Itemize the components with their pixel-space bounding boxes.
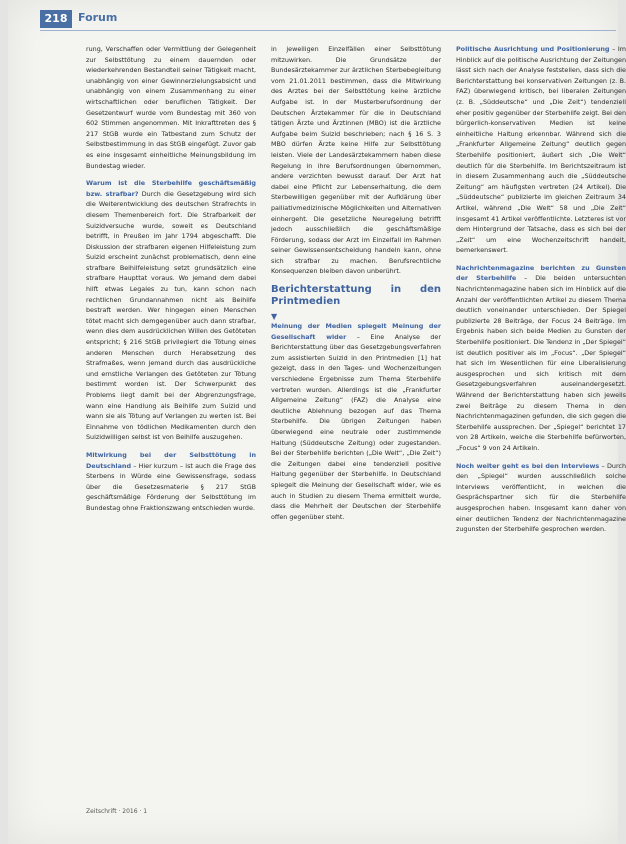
paragraph-text: – Hier kurzum – ist auch die Frage des Sterbens in Würde eine Gewissensfrage, sodass über die Gesetzesmaterie § 217 StGB geschäftsmäßige Förderung der Selbsttötung im Bundestag ohne Fraktionszwang entschieden wurde. [86,461,256,512]
paragraph-lead: Noch weiter geht es bei den Interviews [456,461,600,470]
paragraph [86,450,256,514]
document-page [8,0,626,844]
text-column-1 [86,44,256,521]
paragraph-text: – Die beiden untersuchten Nachrichtenmagazine haben sich im Hinblick auf die Anzahl der veröffentlichten Artikel zu diesem Thema deutlich voneinander unterschieden. Der Spiegel publizierte 28 Beiträge, der Focus 24 Beiträge. Im Ergebnis haben sich beide Medien zu Gunsten der Sterbehilfe positioniert. Die Tendenz in „Der Spiegel“ ist deutlich positiver als im „Focus“. „Der Spiegel“ hat sich im Wesentlichen für eine Liberalisierung ausgesprochen und sich kritisch mit dem Gesetzgebungsverfahren auseinandergesetzt. Während der Berichterstattung haben sich jeweils zwei Beiträge zu diesem Thema in den Nachrichtenmagazinen gefunden, die sich gegen die Sterbehilfe aussprechen. Der „Spiegel“ berichtet 17 von 28 Artikeln, welche die Sterbehilfe befürworten, „Focus“ 9 von 24 Artikeln. [456,274,626,452]
paragraph [456,44,626,256]
text-column-3 [456,44,626,542]
paragraph-text: – Durch den „Spiegel“ wurden ausschließlich solche Interviews veröffentlicht, in welchen die Gesprächspartner sich für die Sterbehilfe ausgesprochen haben. Insgesamt kann daher von einer deutlichen Tendenz der Nachrichtenmagazine zugunsten der Sterbehilfe gesprochen werden. [456,461,626,534]
paragraph-text: – Im Hinblick auf die politische Ausrichtung der Zeitungen lässt sich nach der Analyse feststellen, dass sich die Berichterstattung bei konservativen Zeitungen (z. B. FAZ) überwiegend kritisch, bei liberalen Zeitungen (z. B. „Süddeutsche“ und „Die Zeit“) tendenziell eher positiv gegenüber der Sterbehilfe zeigt. Bei den bürgerlich-konservativen Medien ist keine einheitliche Haltung erkennbar. Während sich die „Frankfurter Allgemeine Zeitung“ deutlich gegen Sterbehilfe positioniert, äußert sich „Die Welt“ deutlich für die Sterbehilfe. Im Berichtszeitraum ist in diesem Zusammenhang auch die „Süddeutsche Zeitung“ am häufigsten vertreten (24 Artikel). Die „Süddeutsche“ publizierte im gleichen Zeitraum 34 Artikel, während „Die Welt“ 58 und „Die Zeit“ insgesamt 41 Artikel veröffentlichte. Letzteres ist vor dem Hintergrund der Tatsache, dass es sich bei der „Zeit“ um eine Wochenzeitschrift handelt, bemerkenswert. [456,45,626,255]
paragraph-lead: Nachrichtenmagazine berichten zu Gunsten der Sterbehilfe [456,263,626,283]
triangle-marker-icon: ▼ [271,312,278,322]
paragraph-lead: Meinung der Medien spiegelt Meinung der Gesellschaft wider [271,322,441,341]
paragraph-lead: Mitwirkung bei der Selbsttötung in Deutschland [86,450,256,470]
paragraph [86,178,256,443]
paragraph [271,44,441,277]
paragraph [271,321,441,522]
paragraph [456,263,626,454]
paragraph-text: – Eine Analyse der Berichterstattung über das Gesetzgebungsverfahren zum assistierten Suizid in den Printmedien [1] hat gezeigt, dass in den Tages- und Wochenzeitungen verschiedene Ergebnisse zum Thema Sterbehilfe vertreten wurden. Allerdings ist die „Frankfurter Allgemeine Zeitung“ (FAZ) die Analyse eine deutliche Ablehnung bezogen auf das Thema Sterbehilfe. Die übrigen Zeitungen haben überwiegend eine neutrale oder zustimmende Haltung (Süddeutsche Zeitung) oder zugestanden. Bei der Sterbehilfe berichten („Die Welt“, „Die Zeit“) die Zeitungen dabei eine tendenziell positive Haltung gegenüber der Sterbehilfe. In Deutschland spiegelt die Meinung der Gesellschaft wider, wie es auch in Studien zu diesem Thema ermittelt wurde, dass die Mehrheit der Deutschen der Sterbehilfe offen gegenüber steht. [271,332,441,521]
page-footer: Zeitschrift · 2016 · 1 [86,808,148,815]
page-number: 218 [40,10,72,28]
paragraph-text: in jeweiligen Einzelfällen einer Selbsttötung mitzuwirken. Die Grundsätze der Bundesärztekammer zur ärztlichen Sterbebegleitung vom 21.01.2011 bestimmen, dass die Mitwirkung des Arztes bei der Selbsttötung keine ärztliche Aufgabe ist. In der Musterberufsordnung der Deutschen Ärztekammer für die in Deutschland tätigen Ärzte und Ärztinnen (MBO) ist die ärztliche Aufgabe beim Suizid beschrieben; nach § 16 S. 3 MBO dürfen Ärzte keine Hilfe zur Selbsttötung leisten. Viele der Landesärztekammern haben diese Regelung in ihre Berufsordnungen übernommen, andere verzichten bewusst darauf. Der Arzt hat dabei eine Pflicht zur Lebenserhaltung, die dem Sterbewilligen gegenüber mit der Aufklärung über palliativmedizinische Möglichkeiten und Alternativen einhergeht. Die gesetzliche Neuregelung betrifft jedoch ausschließlich die geschäftsmäßige Förderung, sodass der Arzt im Einzelfall im Rahmen seiner Gewissensentscheidung handeln kann, ohne sich strafbar zu machen. Berufsrechtliche Konsequenzen bleiben davon unberührt. [271,45,441,276]
section-heading: Berichterstattung in den Printmedien [271,284,441,308]
paragraph-text: Durch die Gesetzgebung wird sich die Weiterentwicklung des deutschen Strafrechts in diesem Themenbereich fort. Die Strafbarkeit der Suizidversuche wurde, soweit es Deutschland betrifft, in Preußen im Jahr 1794 abgeschafft. Die Diskussion der strafbaren eigenen Hilfeleistung zum Suizid erscheint zunächst problematisch, denn eine strafbare Beihilfeleistung setzt grundsätzlich eine strafbare Haupttat voraus. Wo jemand dem dabei hilft etwas Legales zu tun, kann schon nach rechtlichen Grundannahmen nicht als Beihilfe bestraft werden. Wer hingegen einen Menschen tötet macht sich demgegenüber auch dann strafbar, wenn dies dem ausdrücklichen Willen des Getöteten entspricht; § 216 StGB privilegiert die Tötung eines anderen Menschen durch Herabsetzung des Strafmaßes, wenn jemand durch das ausdrückliche und ernstliche Verlangen des Getöteten zur Tötung bestimmt worden ist. Der Schwerpunkt des Problems liegt damit bei der Abgrenzungsfrage, wann eine Handlung als Beihilfe zum Suizid und wann sie als Tötung auf Verlangen zu werten ist. Bei Einnahme von tödlichen Medikamenten durch den Suizidwilligen selbst ist von Beihilfe auszugehen. [86,189,256,442]
text-column-2 [271,44,441,529]
section-title: Forum [78,11,118,24]
page-header [30,6,616,28]
paragraph [456,461,626,535]
paragraph-lead: Warum ist die Sterbehilfe geschäftsmäßig bzw. strafbar? [86,179,256,198]
paragraph [86,44,256,171]
header-rule [40,30,616,31]
paragraph-text: rung, Verschaffen oder Vermittlung der Gelegenheit zur Selbsttötung zu einem dauernden oder wiederkehrenden Bestandteil seiner Tätigkeit macht, unabhängig von einer Gewinnerzielungsabsicht und unabhängig von einem Zusammenhang zu einer wirtschaftlichen oder beruflichen Tätigkeit. Der Gesetzentwurf wurde vom Bundestag mit 360 von 602 Stimmen angenommen. Mit Inkrafttreten des § 217 StGB wurde ein Tatbestand zum Schutz der Selbstbestimmung in das StGB eingefügt. Zuvor gab es eine insgesamt einheitliche Meinungsbildung im Bundestag wieder. [86,45,256,170]
paragraph-lead: Politische Ausrichtung und Positionierung [456,45,610,53]
